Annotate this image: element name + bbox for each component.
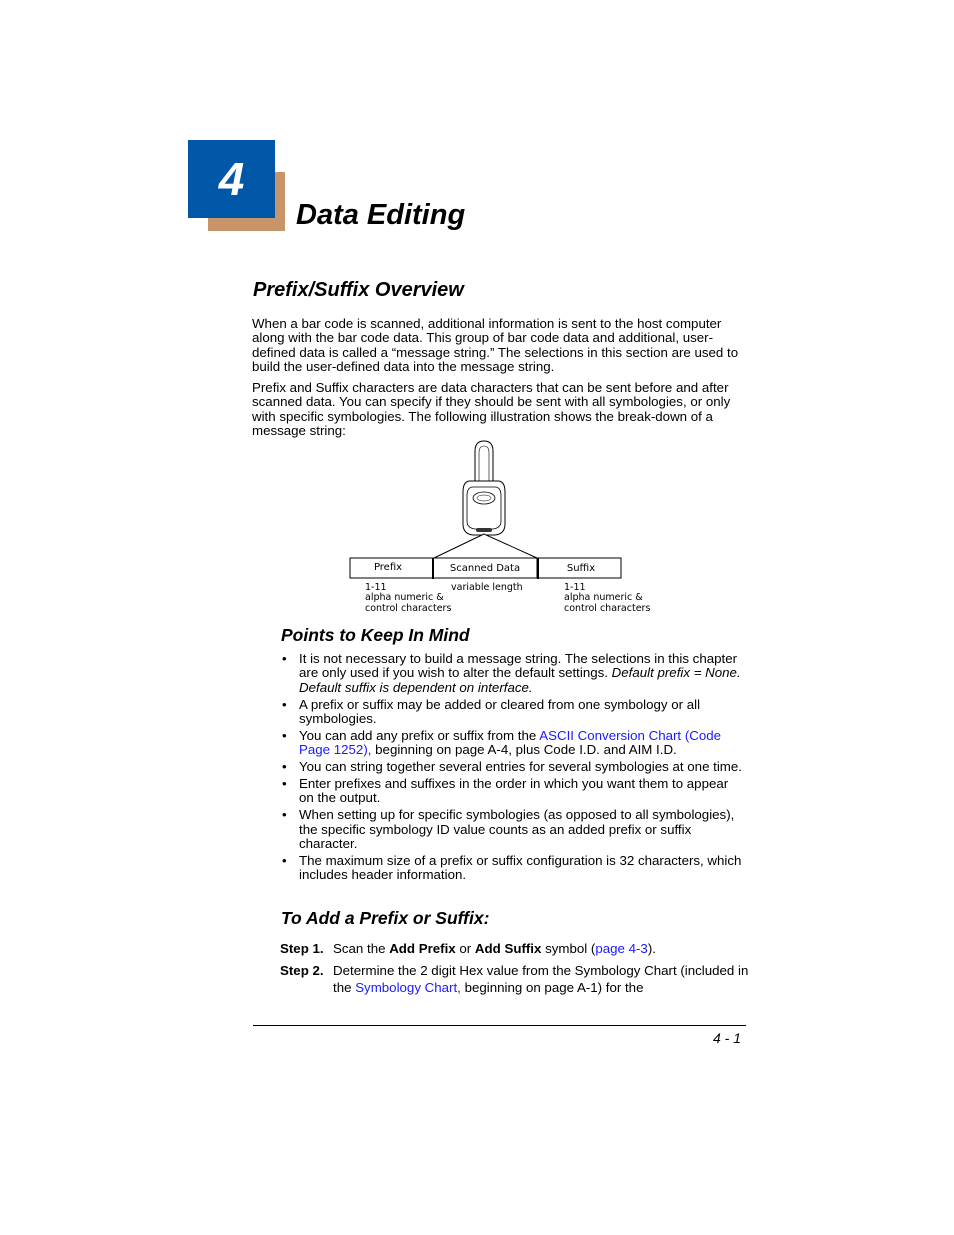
prefix-desc-line2: alpha numeric & bbox=[365, 592, 444, 603]
list-item: • You can string together several entries for several symbologies at one time. bbox=[282, 759, 742, 775]
page-4-3-link[interactable]: page 4-3 bbox=[595, 941, 648, 956]
step-text: or bbox=[455, 941, 475, 956]
section-heading: Prefix/Suffix Overview bbox=[253, 279, 464, 301]
step-text: Determine the 2 digit Hex value from the Symbology Chart (included in the bbox=[333, 963, 749, 995]
step-text: symbol ( bbox=[541, 941, 596, 956]
list-item: • When setting up for specific symbologies (as opposed to all symbologies), the specific symbology ID value counts as an added prefix or suffix character. bbox=[282, 807, 735, 851]
suffix-label: Suffix bbox=[566, 563, 596, 574]
bullet-text: beginning on page A-4, plus Code I.D. and AIM I.D. bbox=[371, 742, 677, 758]
prefix-desc-line3: control characters bbox=[365, 603, 452, 614]
bullet-text: You can string together several entries for several symbologies at one time. bbox=[299, 759, 742, 775]
step-1-label: Step 1. bbox=[280, 941, 324, 956]
scanned-data-label: Scanned Data bbox=[449, 563, 521, 574]
message-string-illustration bbox=[344, 437, 654, 617]
step-2 bbox=[280, 962, 749, 998]
list-item: • You can add any prefix or suffix from the ASCII Conversion Chart (Code Page 1252), beginning on page A-4, plus Code I.D. and AIM I.D. bbox=[282, 727, 722, 758]
chapter-number-box bbox=[188, 140, 275, 218]
points-heading: Points to Keep In Mind bbox=[281, 625, 470, 645]
add-prefix-heading: To Add a Prefix or Suffix: bbox=[281, 908, 490, 928]
bullet-text: The maximum size of a prefix or suffix configuration is 32 characters, which includes header information. bbox=[299, 852, 742, 883]
list-item: • It is not necessary to build a message string. The selections in this chapter are only used if you wish to alter the default settings. Default prefix = None. Default suffix is dependent on interface. bbox=[282, 651, 741, 695]
bullet-text: Enter prefixes and suffixes in the order in which you want them to appear on the output. bbox=[299, 776, 729, 806]
step-text: Scan the bbox=[333, 941, 390, 956]
message-string-figure bbox=[344, 437, 654, 617]
page-number: 4 - 1 bbox=[712, 1030, 741, 1046]
intro-paragraph: When a bar code is scanned, additional information is sent to the host computer along with the bar code data. This group of bar code data and additional, user-defined data is called a “message string.” The selections in this section are used to build the user-defined data into the message string. bbox=[252, 316, 739, 374]
footer-rule bbox=[253, 1025, 746, 1026]
add-suffix-label: Add Suffix bbox=[474, 941, 542, 956]
prefix-desc-line1: 1-11 bbox=[365, 582, 387, 593]
suffix-desc-line1: 1-11 bbox=[564, 582, 586, 593]
step-1 bbox=[280, 940, 746, 958]
suffix-desc-line2: alpha numeric & bbox=[564, 592, 643, 603]
points-list bbox=[281, 652, 743, 885]
list-item: • The maximum size of a prefix or suffix configuration is 32 characters, which includes header information. bbox=[282, 852, 742, 883]
bullet-text: When setting up for specific symbologies (as opposed to all symbologies), the specific symbology ID value counts as an added prefix or suffix character. bbox=[299, 807, 735, 851]
add-prefix-label: Add Prefix bbox=[389, 941, 456, 956]
scan-beam bbox=[434, 534, 537, 558]
step-2-label: Step 2. bbox=[280, 963, 324, 978]
prefix-suffix-paragraph: Prefix and Suffix characters are data characters that can be sent before and after scanned data. You can specify if they should be sent with all symbologies, or only with specific symbologies. The following illustration shows the break-down of a message string: bbox=[252, 380, 731, 438]
bullet-italic-defaults: Default prefix = None. Default suffix is dependent on interface. bbox=[299, 665, 741, 695]
step-text: ). bbox=[647, 941, 656, 956]
chapter-title: Data Editing bbox=[296, 199, 466, 231]
scanned-data-desc: variable length bbox=[451, 582, 523, 593]
list-item: • A prefix or suffix may be added or cleared from one symbology or all symbologies. bbox=[282, 696, 701, 726]
scanner-icon bbox=[463, 441, 505, 535]
bullet-text: It is not necessary to build a message string. The selections in this chapter are only used if you wish to alter the default settings. bbox=[299, 651, 738, 681]
ascii-chart-link[interactable]: ASCII Conversion Chart (Code Page 1252), bbox=[299, 727, 722, 758]
symbology-chart-link[interactable]: Symbology Chart, bbox=[355, 980, 461, 995]
bullet-text: You can add any prefix or suffix from the bbox=[299, 727, 540, 743]
bullet-text: A prefix or suffix may be added or cleared from one symbology or all symbologies. bbox=[299, 696, 701, 726]
list-item: • Enter prefixes and suffixes in the order in which you want them to appear on the output. bbox=[282, 776, 729, 806]
chapter-number: 4 bbox=[218, 153, 245, 205]
suffix-desc-line3: control characters bbox=[564, 603, 651, 614]
prefix-label: Prefix bbox=[373, 562, 403, 573]
step-text: beginning on page A-1) for the bbox=[460, 980, 644, 995]
